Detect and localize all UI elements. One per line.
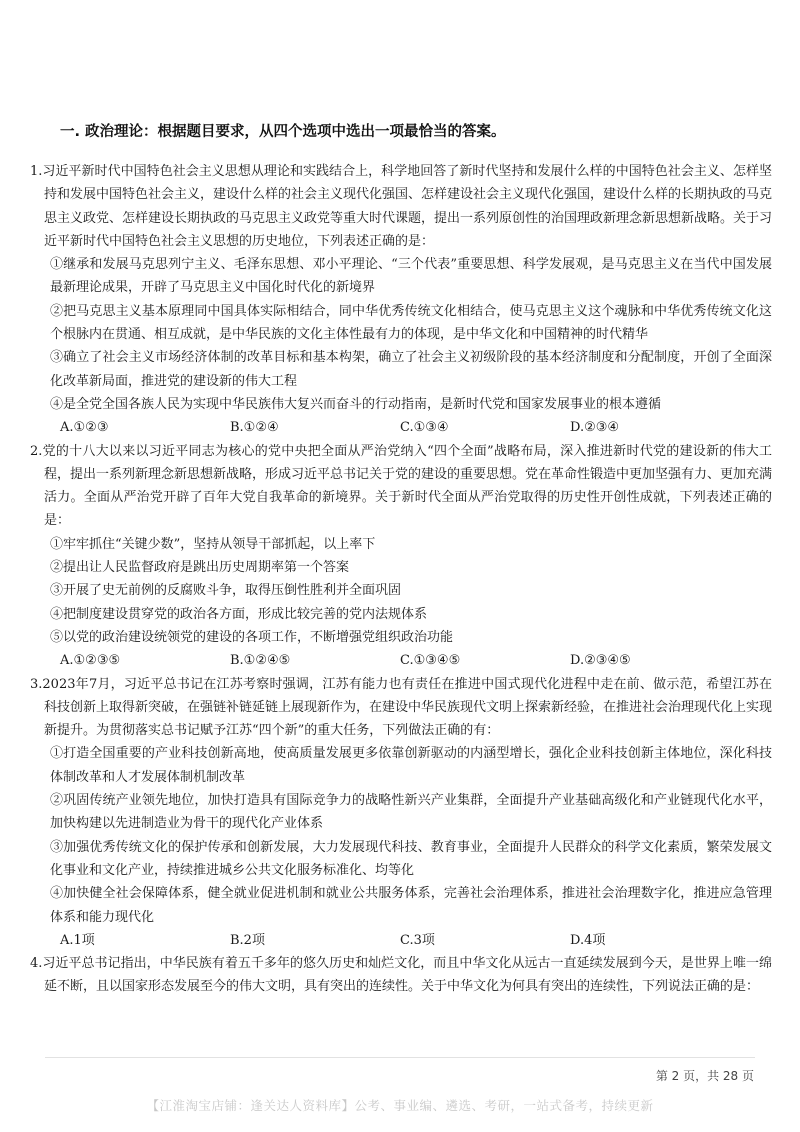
watermark: 【江淮淘宝店铺：逢关达人资料库】公考、事业编、遴选、考研，一站式备考，持续更新	[146, 1098, 654, 1113]
question-stem: 1.习近平新时代中国特色社会主义思想从理论和实践结合上，科学地回答了新时代坚持和发展什么样的中国特色社会主义、怎样坚持和发展中国特色社会主义，建设什么样的社会主义现代化强国、怎样建设社会主义现代化强国，建设什么样的长期执政的马克思主义政党、怎样建设长期执政的马克思主义政党等重大时代课题，提出一系列原创性的治国理政新理念新思想新战略。关于习近平新时代中国特色社会主义思想的历史地位，下列表述正确的是：	[30, 164, 773, 249]
choice-d: D.4项	[570, 932, 606, 948]
choice-b: B.①②④	[230, 420, 279, 436]
choice-c: C.①③④⑤	[400, 653, 461, 669]
statement: ①牢牢抓住“关键少数”，坚持从领导干部抓起，以上率下	[50, 536, 376, 552]
question-stem: 2.党的十八大以来以习近平同志为核心的党中央把全面从严治党纳入“四个全面”战略布局，深入推进新时代党的建设新的伟大工程，提出一系列新理念新思想新战略，形成习近平总书记关于党的建设的重要思想。党在革命性锻造中更加坚强有力、更加充满活力。全面从严治党开辟了百年大党自我革命的新境界。关于新时代全面从严治党取得的历史性开创性成就，下列表述正确的是：	[30, 443, 773, 529]
question-list	[30, 160, 772, 999]
statement: ①打造全国重要的产业科技创新高地，使高质量发展更多依靠创新驱动的内涵型增长，强化企业科技创新主体地位，深化科技体制改革和人才发展体制机制改革	[50, 746, 772, 785]
choice-d: D.②③④⑤	[570, 653, 631, 669]
choice-a: A.1项	[60, 932, 95, 948]
statement: ⑤以党的政治建设统领党的建设的各项工作，不断增强党组织政治功能	[50, 629, 454, 645]
statement: ②把马克思主义基本原理同中国具体实际相结合，同中华优秀传统文化相结合，使马克思主义这个魂脉和中华优秀传统文化这个根脉内在贯通、相互成就，是中华民族的文化主体性最有力的体现，是中华文化和中国精神的时代精华	[50, 303, 772, 343]
choice-c: C.①③④	[400, 420, 449, 436]
statement: ②提出让人民监督政府是跳出历史周期率第一个答案	[50, 560, 350, 576]
statement: ②巩固传统产业领先地位，加快打造具有国际竞争力的战略性新兴产业集群，全面提升产业基础高级化和产业链现代化水平，加快构建以先进制造业为骨干的现代化产业体系	[50, 793, 772, 832]
question-stem: 4.习近平总书记指出，中华民族有着五千多年的悠久历史和灿烂文化，而且中华文化从远古一直延续发展到今天，是世界上唯一绵延不断，且以国家形态发展至今的伟大文明，具有突出的连续性。关于中华文化为何具有突出的连续性，下列说法正确的是：	[30, 956, 772, 995]
statement: ③加强优秀传统文化的保护传承和创新发展，大力发展现代科技、教育事业，全面提升人民群众的科学文化素质，繁荣发展文化事业和文化产业，持续推进城乡公共文化服务标准化、均等化	[50, 839, 772, 878]
question-3	[30, 673, 772, 953]
answer-choices	[60, 649, 772, 672]
question-1	[30, 160, 772, 440]
section-title: 一. 政治理论：根据题目要求，从四个选项中选出一项最恰当的答案。	[60, 124, 506, 140]
footer-divider	[45, 1057, 755, 1058]
answer-choices	[60, 929, 772, 952]
choice-a: A.①②③	[60, 420, 109, 436]
statement: ④把制度建设贯穿党的政治各方面，形成比较完善的党内法规体系	[50, 606, 428, 622]
question-2	[30, 440, 772, 673]
answer-choices	[60, 416, 772, 439]
statement: ③开展了史无前例的反腐败斗争，取得压倒性胜利并全面巩固	[50, 583, 402, 599]
question-stem: 3.2023年7月，习近平总书记在江苏考察时强调，江苏有能力也有责任在推进中国式现代化进程中走在前、做示范，希望江苏在科技创新上取得新突破，在强链补链延链上展现新作为，在建设中华民族现代文明上探索新经验，在推进社会治理现代化上实现新提升。为贯彻落实总书记赋予江苏“四个新”的重大任务，下列做法正确的有：	[30, 676, 773, 739]
question-4	[30, 952, 772, 999]
choice-a: A.①②③⑤	[60, 653, 121, 669]
statement: ④加快健全社会保障体系，健全就业促进机制和就业公共服务体系，完善社会治理体系，推进社会治理数字化，推进应急管理体系和能力现代化	[50, 886, 772, 925]
statement: ④是全党全国各族人民为实现中华民族伟大复兴而奋斗的行动指南，是新时代党和国家发展事业的根本遵循	[50, 396, 662, 412]
choice-b: B.2项	[230, 932, 265, 948]
statement: ③确立了社会主义市场经济体制的改革目标和基本构架，确立了社会主义初级阶段的基本经济制度和分配制度，开创了全面深化改革新局面，推进党的建设新的伟大工程	[50, 350, 772, 389]
choice-d: D.②③④	[570, 420, 620, 436]
statement: ①继承和发展马克思列宁主义、毛泽东思想、邓小平理论、“三个代表”重要思想、科学发展观，是马克思主义在当代中国发展最新理论成果，开辟了马克思主义中国化时代化的新境界	[50, 257, 772, 296]
choice-c: C.3项	[400, 932, 435, 948]
choice-b: B.①②④⑤	[230, 653, 291, 669]
page-number: 第 2 页，共 28 页	[655, 1069, 754, 1083]
